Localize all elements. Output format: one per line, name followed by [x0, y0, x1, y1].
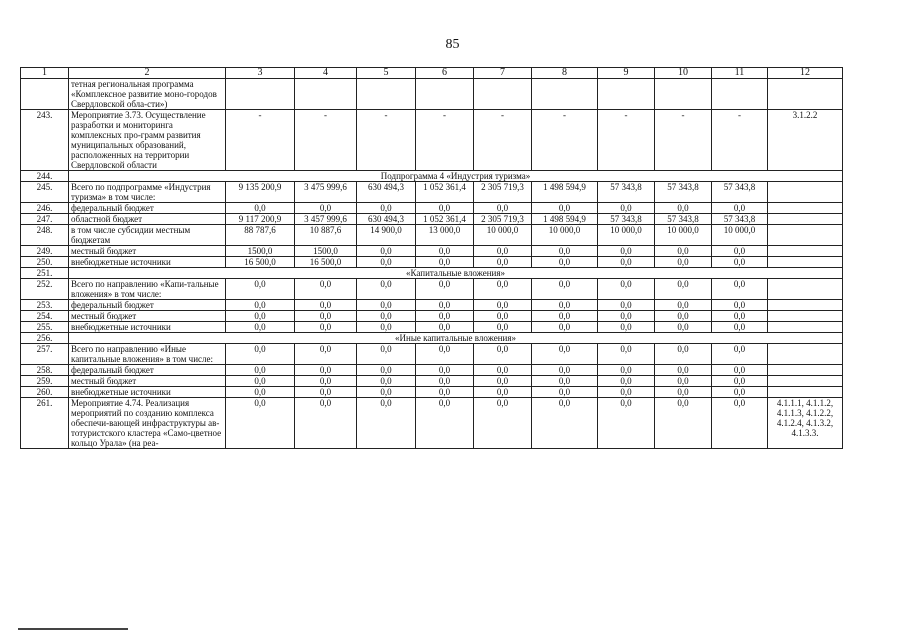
row-name: федеральный бюджет [69, 203, 226, 214]
table-row [21, 376, 843, 387]
row-name: местный бюджет [69, 376, 226, 387]
amount-cell: 0,0 [532, 203, 598, 214]
section-title: «Иные капитальные вложения» [69, 333, 843, 344]
row-number: 252. [21, 279, 69, 300]
amount-cell: 0,0 [655, 344, 712, 365]
column-number: 5 [357, 68, 416, 79]
amount-cell: 16 500,0 [295, 257, 357, 268]
amount-cell: 0,0 [474, 398, 532, 449]
amount-cell [357, 79, 416, 110]
amount-cell: 0,0 [474, 376, 532, 387]
amount-cell: 0,0 [416, 365, 474, 376]
amount-cell: 0,0 [357, 365, 416, 376]
target-ref-cell [768, 203, 843, 214]
amount-cell: 3 457 999,6 [295, 214, 357, 225]
amount-cell: 57 343,8 [598, 214, 655, 225]
amount-cell: 57 343,8 [712, 182, 768, 203]
page-number: 85 [445, 37, 460, 52]
amount-cell: 0,0 [474, 365, 532, 376]
amount-cell: 0,0 [357, 376, 416, 387]
row-number: 255. [21, 322, 69, 333]
section-row [21, 333, 843, 344]
amount-cell: 0,0 [712, 203, 768, 214]
amount-cell: 88 787,6 [226, 225, 295, 246]
amount-cell: 0,0 [416, 257, 474, 268]
amount-cell: 0,0 [712, 376, 768, 387]
table-row [21, 257, 843, 268]
row-name: внебюджетные источники [69, 387, 226, 398]
amount-cell [532, 79, 598, 110]
amount-cell: 0,0 [295, 311, 357, 322]
amount-cell: 0,0 [474, 387, 532, 398]
amount-cell [712, 79, 768, 110]
amount-cell: 10 000,0 [712, 225, 768, 246]
amount-cell: 630 494,3 [357, 182, 416, 203]
amount-cell: - [532, 110, 598, 171]
row-number: 246. [21, 203, 69, 214]
amount-cell: 0,0 [416, 322, 474, 333]
amount-cell: 16 500,0 [226, 257, 295, 268]
amount-cell: 0,0 [295, 322, 357, 333]
amount-cell: 0,0 [226, 398, 295, 449]
amount-cell: 0,0 [655, 365, 712, 376]
row-name: Всего по подпрограмме «Индустрия туризма» в том числе: [69, 182, 226, 203]
amount-cell: 0,0 [357, 203, 416, 214]
column-number: 6 [416, 68, 474, 79]
target-ref-cell [768, 214, 843, 225]
amount-cell: 0,0 [655, 203, 712, 214]
column-number: 4 [295, 68, 357, 79]
amount-cell: 0,0 [712, 398, 768, 449]
table-row [21, 311, 843, 322]
amount-cell: 0,0 [598, 398, 655, 449]
amount-cell: 0,0 [712, 311, 768, 322]
column-number: 11 [712, 68, 768, 79]
amount-cell: 0,0 [712, 322, 768, 333]
amount-cell: 0,0 [532, 257, 598, 268]
amount-cell: 0,0 [712, 246, 768, 257]
amount-cell: 0,0 [532, 279, 598, 300]
amount-cell [655, 79, 712, 110]
amount-cell: 10 000,0 [598, 225, 655, 246]
amount-cell: 0,0 [598, 365, 655, 376]
column-number: 9 [598, 68, 655, 79]
amount-cell: 0,0 [357, 300, 416, 311]
table-row [21, 322, 843, 333]
amount-cell: 0,0 [532, 387, 598, 398]
section-row [21, 171, 843, 182]
amount-cell: 0,0 [226, 344, 295, 365]
row-number: 260. [21, 387, 69, 398]
row-number: 257. [21, 344, 69, 365]
amount-cell: 14 900,0 [357, 225, 416, 246]
amount-cell: 0,0 [655, 300, 712, 311]
section-title: Подпрограмма 4 «Индустрия туризма» [69, 171, 843, 182]
amount-cell: 1 498 594,9 [532, 182, 598, 203]
row-number: 259. [21, 376, 69, 387]
amount-cell: - [416, 110, 474, 171]
row-name: Мероприятие 3.73. Осуществление разработки и мониторинга комплексных про-грамм развития муниципальных образований, расположенных на территории Свердловской области [69, 110, 226, 171]
amount-cell: 3 475 999,6 [295, 182, 357, 203]
row-number: 261. [21, 398, 69, 449]
column-number: 10 [655, 68, 712, 79]
amount-cell: 0,0 [532, 322, 598, 333]
amount-cell: 0,0 [598, 279, 655, 300]
amount-cell: 0,0 [655, 398, 712, 449]
amount-cell: 0,0 [295, 376, 357, 387]
amount-cell: 9 135 200,9 [226, 182, 295, 203]
footer-rule [18, 628, 128, 630]
target-ref-cell: 4.1.1.1, 4.1.1.2, 4.1.1.3, 4.1.2.2, 4.1.2.4, 4.1.3.2, 4.1.3.3. [768, 398, 843, 449]
amount-cell: 0,0 [474, 300, 532, 311]
amount-cell: 0,0 [655, 322, 712, 333]
amount-cell: 0,0 [655, 257, 712, 268]
row-number: 251. [21, 268, 69, 279]
amount-cell: 2 305 719,3 [474, 182, 532, 203]
amount-cell: 9 117 200,9 [226, 214, 295, 225]
table-row [21, 300, 843, 311]
amount-cell: 0,0 [357, 279, 416, 300]
row-number: 244. [21, 171, 69, 182]
amount-cell: 0,0 [295, 387, 357, 398]
row-number [21, 79, 69, 110]
amount-cell: 0,0 [357, 257, 416, 268]
target-ref-cell [768, 225, 843, 246]
column-number: 7 [474, 68, 532, 79]
row-name: внебюджетные источники [69, 257, 226, 268]
amount-cell: 0,0 [474, 322, 532, 333]
amount-cell: 0,0 [655, 376, 712, 387]
target-ref-cell [768, 322, 843, 333]
table-row [21, 344, 843, 365]
amount-cell: 0,0 [655, 279, 712, 300]
amount-cell: 0,0 [474, 257, 532, 268]
amount-cell: 0,0 [295, 344, 357, 365]
section-row [21, 268, 843, 279]
amount-cell: 0,0 [226, 300, 295, 311]
table-row [21, 214, 843, 225]
amount-cell: 10 000,0 [655, 225, 712, 246]
amount-cell: 0,0 [598, 376, 655, 387]
amount-cell: 10 887,6 [295, 225, 357, 246]
row-name: местный бюджет [69, 311, 226, 322]
amount-cell: 0,0 [474, 311, 532, 322]
amount-cell: 0,0 [598, 203, 655, 214]
amount-cell: 0,0 [598, 322, 655, 333]
amount-cell: 1 498 594,9 [532, 214, 598, 225]
row-number: 248. [21, 225, 69, 246]
amount-cell: 0,0 [416, 398, 474, 449]
amount-cell: 0,0 [474, 203, 532, 214]
amount-cell: 0,0 [416, 387, 474, 398]
amount-cell: 0,0 [598, 257, 655, 268]
budget-table [20, 67, 843, 449]
amount-cell: 0,0 [416, 279, 474, 300]
row-name: Всего по направлению «Иные капитальные вложения» в том числе: [69, 344, 226, 365]
amount-cell: 10 000,0 [474, 225, 532, 246]
row-number: 256. [21, 333, 69, 344]
amount-cell: 0,0 [655, 311, 712, 322]
amount-cell [226, 79, 295, 110]
target-ref-cell [768, 279, 843, 300]
amount-cell: 0,0 [598, 246, 655, 257]
amount-cell: 0,0 [532, 311, 598, 322]
row-name: местный бюджет [69, 246, 226, 257]
amount-cell: 57 343,8 [598, 182, 655, 203]
target-ref-cell [768, 311, 843, 322]
target-ref-cell [768, 182, 843, 203]
amount-cell: 0,0 [226, 376, 295, 387]
amount-cell: 0,0 [416, 344, 474, 365]
amount-cell: - [357, 110, 416, 171]
target-ref-cell [768, 365, 843, 376]
amount-cell: 0,0 [598, 344, 655, 365]
amount-cell: 0,0 [357, 311, 416, 322]
amount-cell: 0,0 [226, 203, 295, 214]
amount-cell: 2 305 719,3 [474, 214, 532, 225]
amount-cell: 0,0 [357, 246, 416, 257]
amount-cell: 0,0 [357, 322, 416, 333]
amount-cell: 0,0 [226, 365, 295, 376]
amount-cell: 0,0 [655, 246, 712, 257]
row-name: в том числе субсидии местным бюджетам [69, 225, 226, 246]
target-ref-cell [768, 257, 843, 268]
row-number: 254. [21, 311, 69, 322]
row-number: 258. [21, 365, 69, 376]
amount-cell: 13 000,0 [416, 225, 474, 246]
row-name: внебюджетные источники [69, 322, 226, 333]
row-name: федеральный бюджет [69, 300, 226, 311]
amount-cell: 0,0 [357, 344, 416, 365]
amount-cell: 0,0 [226, 387, 295, 398]
row-name: федеральный бюджет [69, 365, 226, 376]
table-row [21, 79, 843, 110]
amount-cell [416, 79, 474, 110]
amount-cell: 0,0 [532, 300, 598, 311]
table-row [21, 387, 843, 398]
section-title: «Капитальные вложения» [69, 268, 843, 279]
row-name: Мероприятие 4.74. Реализация мероприятий по созданию комплекса обеспечи-вающей инфраструктуры ав-тотуристского кластера «Само-цветное кольцо Урала» (на реа- [69, 398, 226, 449]
amount-cell: 0,0 [416, 246, 474, 257]
table-row [21, 203, 843, 214]
amount-cell: 0,0 [295, 279, 357, 300]
amount-cell: 57 343,8 [712, 214, 768, 225]
row-number: 253. [21, 300, 69, 311]
amount-cell: 57 343,8 [655, 182, 712, 203]
amount-cell: - [226, 110, 295, 171]
amount-cell: 0,0 [712, 387, 768, 398]
table-row [21, 182, 843, 203]
target-ref-cell [768, 79, 843, 110]
amount-cell: - [655, 110, 712, 171]
row-number: 249. [21, 246, 69, 257]
amount-cell [474, 79, 532, 110]
target-ref-cell: 3.1.2.2 [768, 110, 843, 171]
amount-cell: 0,0 [598, 387, 655, 398]
amount-cell: 0,0 [416, 311, 474, 322]
amount-cell: 0,0 [474, 344, 532, 365]
amount-cell: 630 494,3 [357, 214, 416, 225]
amount-cell: 0,0 [416, 203, 474, 214]
row-number: 250. [21, 257, 69, 268]
amount-cell: 0,0 [532, 246, 598, 257]
amount-cell: 0,0 [295, 300, 357, 311]
amount-cell: 0,0 [712, 257, 768, 268]
amount-cell: 0,0 [226, 279, 295, 300]
amount-cell: 0,0 [295, 203, 357, 214]
amount-cell: 0,0 [712, 300, 768, 311]
column-number: 1 [21, 68, 69, 79]
amount-cell: 0,0 [598, 311, 655, 322]
column-number: 12 [768, 68, 843, 79]
amount-cell: 0,0 [226, 311, 295, 322]
amount-cell: 0,0 [532, 365, 598, 376]
amount-cell: 1500,0 [295, 246, 357, 257]
amount-cell: 0,0 [532, 398, 598, 449]
amount-cell: 0,0 [532, 376, 598, 387]
amount-cell: - [474, 110, 532, 171]
amount-cell: 1 052 361,4 [416, 214, 474, 225]
amount-cell: 0,0 [712, 365, 768, 376]
table-row [21, 279, 843, 300]
amount-cell: 0,0 [712, 344, 768, 365]
amount-cell: 0,0 [598, 300, 655, 311]
target-ref-cell [768, 300, 843, 311]
column-number: 8 [532, 68, 598, 79]
amount-cell [598, 79, 655, 110]
table-row [21, 246, 843, 257]
row-name: областной бюджет [69, 214, 226, 225]
target-ref-cell [768, 344, 843, 365]
row-number: 247. [21, 214, 69, 225]
amount-cell: 10 000,0 [532, 225, 598, 246]
table-row [21, 398, 843, 449]
target-ref-cell [768, 246, 843, 257]
amount-cell: 0,0 [474, 246, 532, 257]
amount-cell: 57 343,8 [655, 214, 712, 225]
amount-cell: - [712, 110, 768, 171]
table-row [21, 225, 843, 246]
amount-cell: 0,0 [295, 365, 357, 376]
amount-cell: 0,0 [474, 279, 532, 300]
amount-cell: 0,0 [226, 322, 295, 333]
amount-cell: 0,0 [416, 300, 474, 311]
amount-cell: 1 052 361,4 [416, 182, 474, 203]
column-number: 3 [226, 68, 295, 79]
row-name: тетная региональная программа «Комплексное развитие моно-городов Свердловской обла-сти») [69, 79, 226, 110]
amount-cell: 0,0 [357, 387, 416, 398]
row-number: 245. [21, 182, 69, 203]
target-ref-cell [768, 376, 843, 387]
amount-cell: 1500,0 [226, 246, 295, 257]
amount-cell: 0,0 [532, 344, 598, 365]
amount-cell: 0,0 [295, 398, 357, 449]
amount-cell: 0,0 [655, 387, 712, 398]
row-name: Всего по направлению «Капи-тальные вложения» в том числе: [69, 279, 226, 300]
amount-cell: 0,0 [712, 279, 768, 300]
row-number: 243. [21, 110, 69, 171]
column-number: 2 [69, 68, 226, 79]
amount-cell: 0,0 [416, 376, 474, 387]
amount-cell: - [295, 110, 357, 171]
table-row [21, 110, 843, 171]
table-row [21, 365, 843, 376]
amount-cell: - [598, 110, 655, 171]
amount-cell [295, 79, 357, 110]
target-ref-cell [768, 387, 843, 398]
column-number-row [21, 68, 843, 79]
amount-cell: 0,0 [357, 398, 416, 449]
